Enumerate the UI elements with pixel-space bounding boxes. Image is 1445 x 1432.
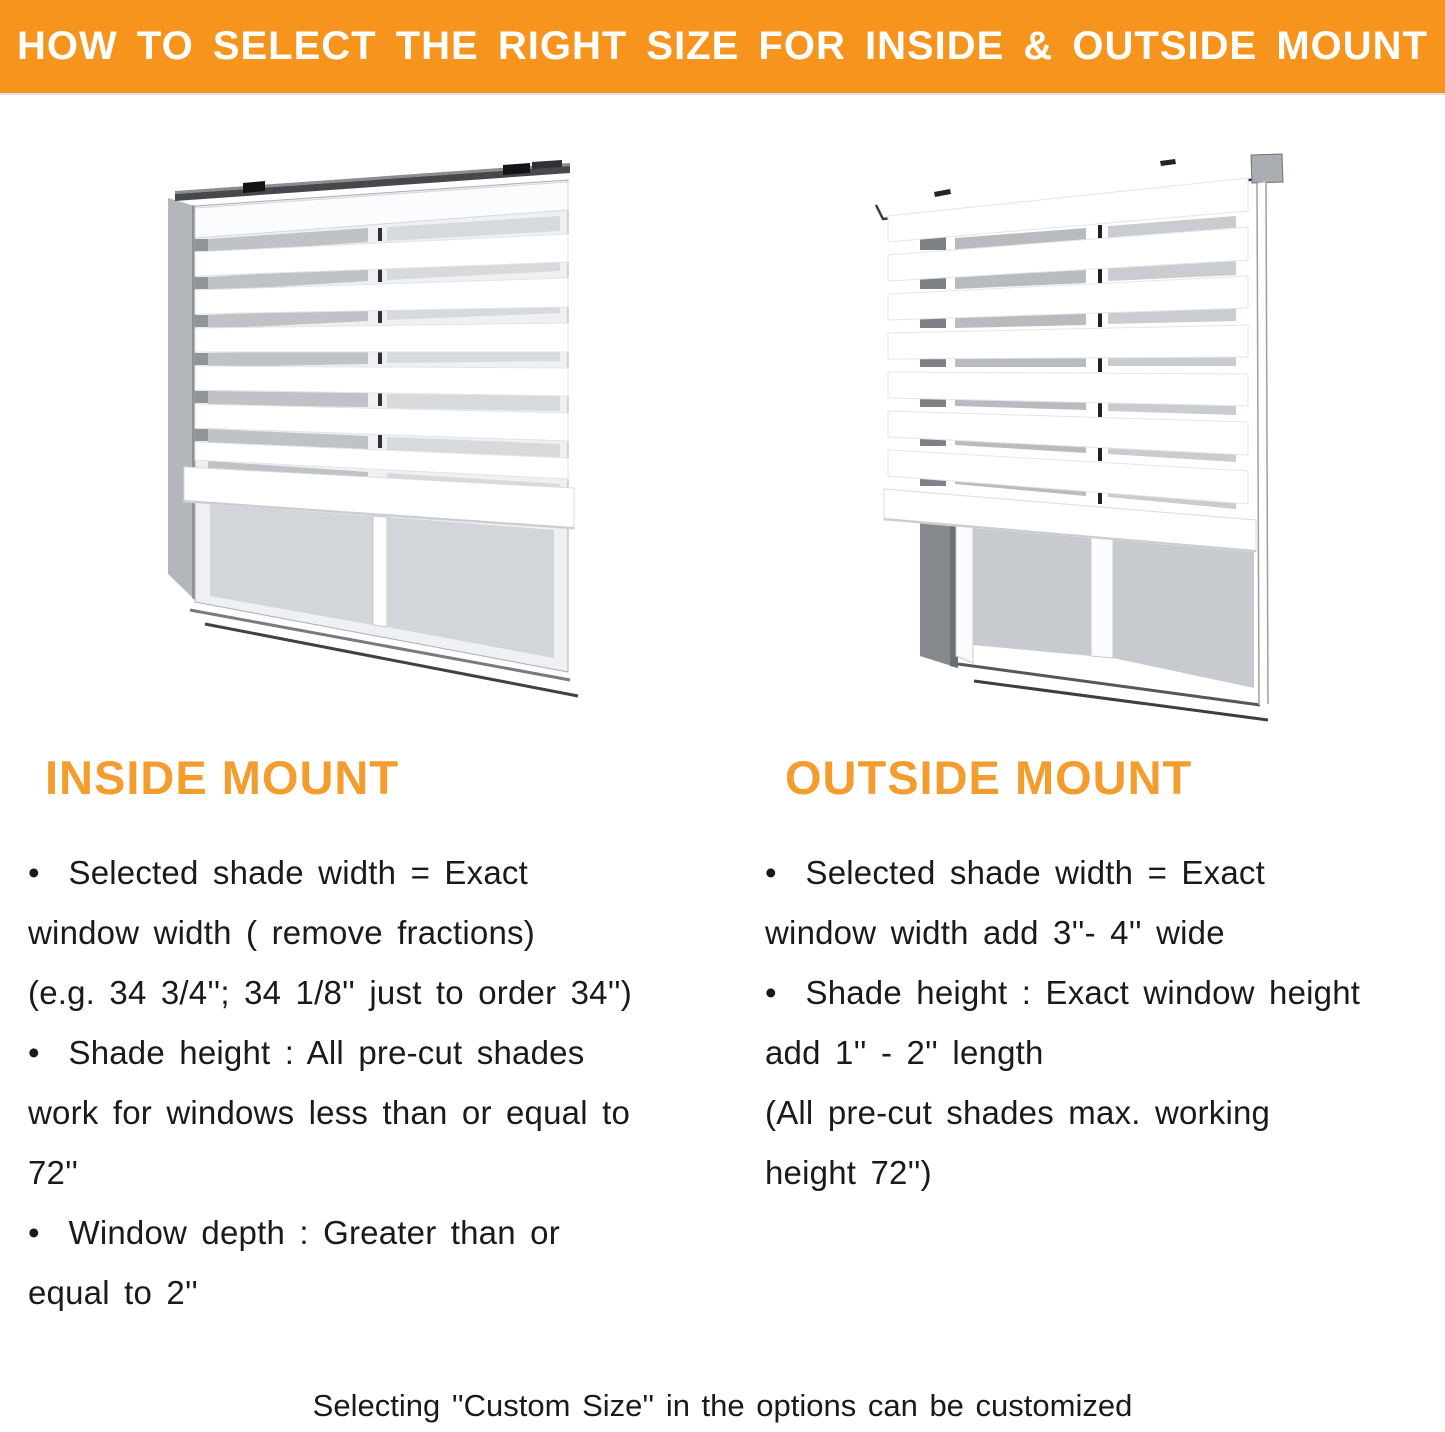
bullet-line: • Selected shade width = Exact — [28, 854, 528, 891]
zebra-shade — [884, 178, 1256, 552]
inside-mount-illustration — [150, 150, 590, 720]
bullet-line: • Window depth : Greater than or — [28, 1214, 560, 1251]
bullet-line: • Shade height : All pre-cut shades — [28, 1034, 585, 1071]
bullet-line: window width add 3''- 4'' wide — [765, 914, 1225, 951]
bracket-icon — [503, 163, 530, 175]
inside-mount-heading: INSIDE MOUNT — [45, 751, 400, 804]
glass-panes — [190, 504, 578, 696]
bracket-icon — [243, 181, 265, 193]
outside-mount-heading: OUTSIDE MOUNT — [785, 751, 1193, 804]
screw-icon — [934, 189, 951, 197]
inside-mount-bullets — [28, 843, 723, 1323]
side-channel — [1257, 182, 1268, 705]
bullet-line: • Selected shade width = Exact — [765, 854, 1265, 891]
bracket-icon — [1251, 154, 1283, 183]
banner-title: HOW TO SELECT THE RIGHT SIZE FOR INSIDE & OUTSIDE MOUNT — [17, 24, 1428, 68]
screw-icon — [1160, 159, 1176, 166]
bullet-line: work for windows less than or equal to — [28, 1094, 631, 1131]
bullet-line: window width ( remove fractions) — [28, 914, 535, 951]
bullet-line: add 1'' - 2'' length — [765, 1034, 1044, 1071]
header-banner — [0, 0, 1445, 95]
bullet-line: (All pre-cut shades max. working — [765, 1094, 1271, 1131]
bullet-line: 72'' — [28, 1154, 79, 1191]
bullet-line: • Shade height : Exact window height — [765, 974, 1361, 1011]
bullet-line: equal to 2'' — [28, 1274, 198, 1311]
bullet-line: (e.g. 34 3/4''; 34 1/8'' just to order 34'') — [28, 974, 632, 1011]
outside-mount-bullets — [765, 843, 1435, 1203]
bullet-line: height 72'') — [765, 1154, 932, 1191]
outside-mount-illustration — [858, 148, 1298, 723]
custom-size-note: Selecting ''Custom Size'' in the options can be customized — [312, 1388, 1133, 1423]
